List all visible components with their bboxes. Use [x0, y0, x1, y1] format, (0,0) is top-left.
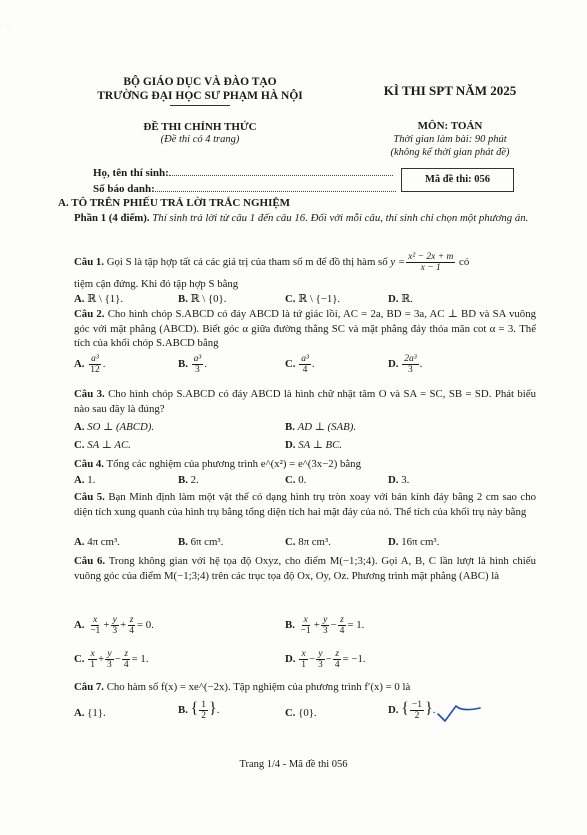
duration-label: Thời gian làm bài: 90 phút	[393, 134, 507, 145]
question-1	[74, 252, 536, 273]
q3-text: Cho hình chóp S.ABCD có đáy ABCD là hình chữ nhật tâm O và SA = SC, SB = SD. Phát biểu nào sau đây là đúng?	[74, 388, 536, 415]
q4-option-a[interactable]: A. 1.	[74, 474, 96, 486]
candidate-id-dots	[155, 182, 396, 192]
scan-mark: ·	[7, 23, 9, 29]
ministry-name: BỘ GIÁO DỤC VÀ ĐÀO TẠO	[123, 76, 277, 88]
candidate-name-label	[93, 166, 393, 179]
candidate-id-text: Số báo danh:	[93, 183, 155, 195]
q6-option-b[interactable]: B. $\frac{x}{-1}$ + $\frac{y}{3}$ − $\frac{z}{4}$ = 1.	[285, 615, 365, 636]
q6-label: Câu 6.	[74, 555, 106, 567]
official-label: ĐỀ THI CHÍNH THỨC	[143, 121, 257, 133]
q2-option-b[interactable]: B. $\frac{\text{a³}}{3}$ .	[178, 354, 207, 375]
q3-option-c[interactable]: C. SA ⊥ AC.	[74, 439, 131, 451]
q1-option-d[interactable]: D. ℝ.	[388, 293, 413, 305]
q3-option-d[interactable]: D. SA ⊥ BC.	[285, 439, 343, 451]
part-1-instructions	[74, 211, 536, 226]
exam-code-box: Mã đề thi: 056	[401, 168, 514, 192]
q2-option-a[interactable]: A. $\frac{\text{a³}}{12}$ .	[74, 354, 106, 375]
q7-option-a[interactable]: A. {1}.	[74, 707, 106, 719]
q5-option-d[interactable]: D. 16π cm³.	[388, 536, 440, 548]
q6-option-c[interactable]: C. $\frac{x}{1}$ + $\frac{y}{3}$ − $\frac{z}{4}$ = 1.	[74, 649, 149, 670]
q2-label: Câu 2.	[74, 308, 105, 320]
q3-option-a[interactable]: A. SO ⊥ (ABCD).	[74, 421, 155, 433]
q1-text: Gọi S là tập hợp tất cả các giá trị của tham số m để đồ thị hàm số	[104, 255, 391, 268]
q2-text: Cho hình chóp S.ABCD có đáy ABCD là tứ giác lồi, AC = 2a, BD = 3a, AC ⊥ BD và SA vuông góc với mặt phẳng (ABCD). Biết góc α giữa đường thẳng SC và mặt phẳng đáy thỏa mãn cot α = 3. Thể tích của khối chóp S.ABCD bằng	[74, 308, 537, 349]
q5-option-c[interactable]: C. 8π cm³.	[285, 536, 331, 548]
q1-fraction: $\frac{\text{x² − 2x + m}}{x - 1}$	[408, 252, 454, 273]
header-underline	[170, 105, 230, 106]
q7-option-b[interactable]: B. { $\frac{1}{2}$ }.	[178, 700, 220, 722]
question-6	[74, 554, 536, 583]
q7-label: Câu 7.	[74, 681, 104, 693]
q7-text: Cho hàm số f(x) = xe^(−2x). Tập nghiệm của phương trình f′(x) = 0 là	[104, 681, 411, 693]
question-7	[74, 680, 536, 695]
q2-option-d[interactable]: D. $\frac{\text{2a³}}{3}$ .	[388, 354, 423, 375]
q4-option-b[interactable]: B. 2.	[178, 474, 199, 486]
candidate-name-dots	[169, 166, 393, 176]
q7-option-d[interactable]: D. { $\frac{-1}{2}$ }.	[388, 700, 436, 722]
q5-option-a[interactable]: A. 4π cm³.	[74, 536, 120, 548]
q4-label: Câu 4.	[74, 458, 104, 470]
q5-option-b[interactable]: B. 6π cm³.	[178, 536, 224, 548]
q6-option-a[interactable]: A. $\frac{x}{-1}$ + $\frac{y}{3}$ + $\frac{z}{4}$ = 0.	[74, 615, 154, 636]
q6-option-d[interactable]: D. $\frac{x}{1}$ − $\frac{y}{3}$ − $\frac{z}{4}$ = −1.	[285, 649, 366, 670]
exam-title: KÌ THI SPT NĂM 2025	[383, 83, 517, 98]
question-5	[74, 490, 536, 519]
candidate-name-text: Họ, tên thí sinh:	[93, 167, 169, 179]
duration-note: (không kể thời gian phát đề)	[390, 147, 510, 158]
q3-label: Câu 3.	[74, 388, 105, 400]
q1-y-eq: y =	[390, 255, 406, 268]
subject-label: MÔN: TOÁN	[417, 120, 483, 132]
q1-text-b: có	[456, 255, 470, 268]
q7-option-c[interactable]: C. {0}.	[285, 707, 317, 719]
candidate-id-label	[93, 182, 396, 195]
section-title: A. TÔ TRÊN PHIẾU TRẢ LỜI TRẮC NGHIỆM	[58, 197, 291, 209]
q3-option-b[interactable]: B. AD ⊥ (SAB).	[285, 421, 357, 433]
q1-option-c[interactable]: C. ℝ \ {−1}.	[285, 293, 341, 305]
page-footer: Trang 1/4 - Mã đề thi 056	[239, 759, 348, 770]
q1-label: Câu 1.	[74, 255, 104, 268]
pages-note: (Đề thi có 4 trang)	[160, 134, 240, 145]
university-name: TRƯỜNG ĐẠI HỌC SƯ PHẠM HÀ NỘI	[97, 90, 303, 102]
question-2	[74, 307, 536, 351]
part-label: Phần 1 (4 điểm).	[74, 212, 150, 224]
q5-label: Câu 5.	[74, 491, 105, 503]
q1-text-cont: tiệm cận đứng. Khi đó tập hợp S bằng	[74, 278, 239, 290]
q6-text: Trong không gian với hệ tọa độ Oxyz, cho điểm M(−1;3;4). Gọi A, B, C lần lượt là hình chiếu vuông góc của điểm M(−1;3;4) trên các trục tọa độ Ox, Oy, Oz. Phương trình mặt phẳng (ABC) là	[74, 555, 536, 582]
q4-text: Tổng các nghiệm của phương trình e^(x²) = e^(3x−2) bằng	[104, 458, 361, 470]
q2-option-c[interactable]: C. $\frac{\text{a³}}{4}$ .	[285, 354, 315, 375]
question-4	[74, 457, 536, 472]
question-3	[74, 387, 536, 416]
part-text: Thí sinh trả lời từ câu 1 đến câu 16. Đối với mỗi câu, thí sinh chỉ chọn một phương án.	[149, 212, 529, 224]
handwritten-check-mark	[436, 700, 484, 724]
q4-option-d[interactable]: D. 3.	[388, 474, 410, 486]
q1-option-b[interactable]: B. ℝ \ {0}.	[178, 293, 227, 305]
q5-text: Bạn Minh định làm một vật thể có dạng hình trụ tròn xoay với bán kính đáy bằng 2 cm sao cho diện tích xung quanh của hình trụ bằng tổng diện tích hai mặt đáy của nó. Thể tích của khối trụ này bằng	[74, 491, 536, 518]
q1-option-a[interactable]: A. ℝ \ {1}.	[74, 293, 124, 305]
q4-option-c[interactable]: C. 0.	[285, 474, 307, 486]
